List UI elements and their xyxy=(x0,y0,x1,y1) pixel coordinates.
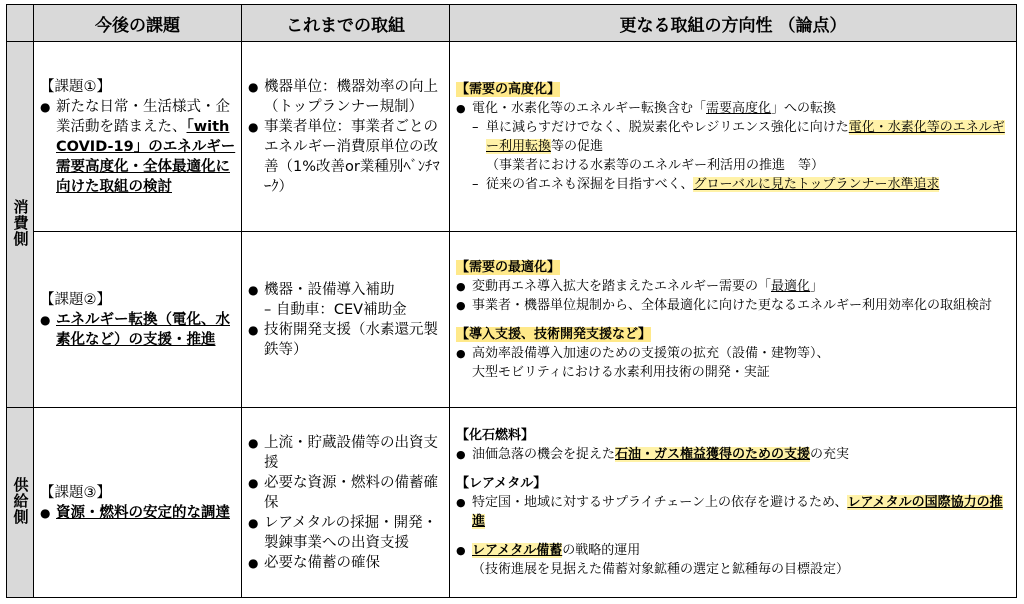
dir-1-dash-1 xyxy=(456,118,1012,156)
dir-2-b3-b: 大型モビリティにおける水素利用技術の開発・実証 xyxy=(472,364,770,380)
dir-3-heading-1: 【化石燃料】 xyxy=(456,428,535,443)
dir-1-d2-a: 従来の省エネも深掘を目指すべく、 xyxy=(486,176,694,192)
issue-3-cell xyxy=(34,408,242,598)
issue-1-title: 【課題①】 xyxy=(40,78,111,95)
dir-3-heading-2: 【レアメタル】 xyxy=(456,476,547,491)
dir-3-bullet-2 xyxy=(456,493,1012,531)
effort-2-1-sub: – 自動車：CEV補助金 xyxy=(264,301,407,318)
row-issue-3 xyxy=(7,408,1017,598)
issues-table xyxy=(6,4,1017,598)
dir-1-heading: 【需要の高度化】 xyxy=(456,81,561,97)
dir-1-d1-b: 電化・水素化等のエネルギー利用転換 xyxy=(486,119,1005,154)
dir-2-b1-b: 最適化 xyxy=(771,278,811,294)
side-supply-label: 供給側 xyxy=(11,476,30,525)
header-corner xyxy=(7,5,34,42)
effort-3-2: ● 必要な資源・燃料の備蓄確保 xyxy=(248,473,445,513)
dir-2-bullet-3 xyxy=(456,344,1012,382)
dir-3-b2-a: 特定国・地域に対するサプライチェーン上の依存を避けるため、 xyxy=(472,495,848,510)
row-issue-2 xyxy=(7,232,1017,408)
efforts-1-cell xyxy=(242,42,450,232)
dir-1-bullet-1 xyxy=(456,99,1012,118)
effort-3-4: ● 必要な備蓄の確保 xyxy=(248,553,445,573)
direction-3-cell xyxy=(450,408,1017,598)
effort-1-2: ● 事業者単位：事業者ごとのエネルギー消費原単位の改善（1%改善or業種別ﾍﾞﾝﾁﾏｰｸ） xyxy=(248,117,445,197)
side-supply xyxy=(7,408,34,598)
effort-3-1: ● 上流・貯蔵設備等の出資支援 xyxy=(248,433,445,473)
effort-1-1: ● 機器単位：機器効率の向上（トップランナー規制） xyxy=(248,77,445,117)
dir-2-b1-a: 変動再エネ導入拡大を踏まえたエネルギー需要の「 xyxy=(472,278,772,294)
dir-1-d2-b: グローバルに見たトップランナー水準追求 xyxy=(693,176,940,192)
issue-2-text: ● エネルギー転換（電化、水素化など）の支援・推進 xyxy=(40,310,237,350)
side-consumption xyxy=(7,42,34,408)
dir-3-b3-note: （技術進展を見据えた備蓄対象鉱種の選定と鉱種毎の目標設定） xyxy=(472,562,850,577)
header-direction: 更なる取組の方向性 （論点） xyxy=(450,5,1017,42)
efforts-3-cell xyxy=(242,408,450,598)
issue-1-cell xyxy=(34,42,242,232)
dir-2-bullet-1 xyxy=(456,277,1012,296)
dir-3-b2-b: レアメタルの国際協力の推進 xyxy=(472,495,1003,529)
dir-2-heading-2: 【導入支援、技術開発支援など】 xyxy=(456,326,652,342)
dir-3-b1-a: 油価急落の機会を捉えた xyxy=(472,447,616,462)
dir-3-b1-b: 石油・ガス権益獲得のための支援 xyxy=(615,447,811,462)
effort-2-1: ● 機器・設備導入補助 xyxy=(248,280,445,300)
issue-1-bullet xyxy=(40,97,237,197)
dir-1-d1-c: 等の促進 xyxy=(551,138,604,154)
issue-2-title: 【課題②】 xyxy=(40,291,111,308)
dir-1-b1-a: 電化・水素化等のエネルギー転換含む「 xyxy=(472,100,707,116)
header-row xyxy=(7,5,1017,42)
efforts-2-cell xyxy=(242,232,450,408)
dir-1-dash-2 xyxy=(456,175,1012,194)
header-efforts: これまでの取組 xyxy=(242,5,450,42)
dir-2-heading-1: 【需要の最適化】 xyxy=(456,259,561,275)
direction-1-cell xyxy=(450,42,1017,232)
direction-2-cell xyxy=(450,232,1017,408)
issue-3-text: ● 資源・燃料の安定的な調達 xyxy=(40,503,237,523)
dir-3-b1-c: の充実 xyxy=(810,447,850,462)
dir-1-b1-c: 」への転換 xyxy=(771,100,837,116)
effort-3-3: ● レアメタルの採掘・開発・製錬事業への出資支援 xyxy=(248,513,445,553)
dir-1-d1-note: （事業者における水素等のエネルギー利活用の推進 等） xyxy=(486,157,825,173)
issue-2-cell xyxy=(34,232,242,408)
row-issue-1 xyxy=(7,42,1017,232)
dir-2-b1-c: 」 xyxy=(810,278,824,294)
dir-3-bullet-3 xyxy=(456,541,1012,560)
issue-3-title: 【課題③】 xyxy=(40,484,111,501)
header-issues: 今後の課題 xyxy=(34,5,242,42)
dir-2-bullet-2: ● 事業者・機器単位規制から、全体最適化に向けた更なるエネルギー利用効率化の取組検討 xyxy=(456,296,1012,315)
issue-1-text-b: 「with COVID-19」のエネルギー需要高度化・全体最適化に向けた取組の検討 xyxy=(56,118,236,195)
dir-2-b3-a: 高効率設備導入加速のための支援策の拡充（設備・建物等）、 xyxy=(472,345,830,361)
side-consumption-label: 消費側 xyxy=(11,198,30,247)
dir-1-b1-b: 需要高度化 xyxy=(706,100,772,116)
effort-2-2: ● 技術開発支援（水素還元製鉄等） xyxy=(248,320,445,360)
issue-1-text-a: 新たな日常・生活様式・企業活動を踏まえた、 xyxy=(56,98,230,135)
dir-3-b3-b: の戦略的運用 xyxy=(562,543,641,558)
dir-1-d1-a: 単に減らすだけでなく、脱炭素化やレジリエンス強化に向けた xyxy=(486,119,849,135)
dir-3-b3-a: レアメタル備蓄 xyxy=(472,543,563,558)
dir-3-bullet-1 xyxy=(456,445,1012,464)
